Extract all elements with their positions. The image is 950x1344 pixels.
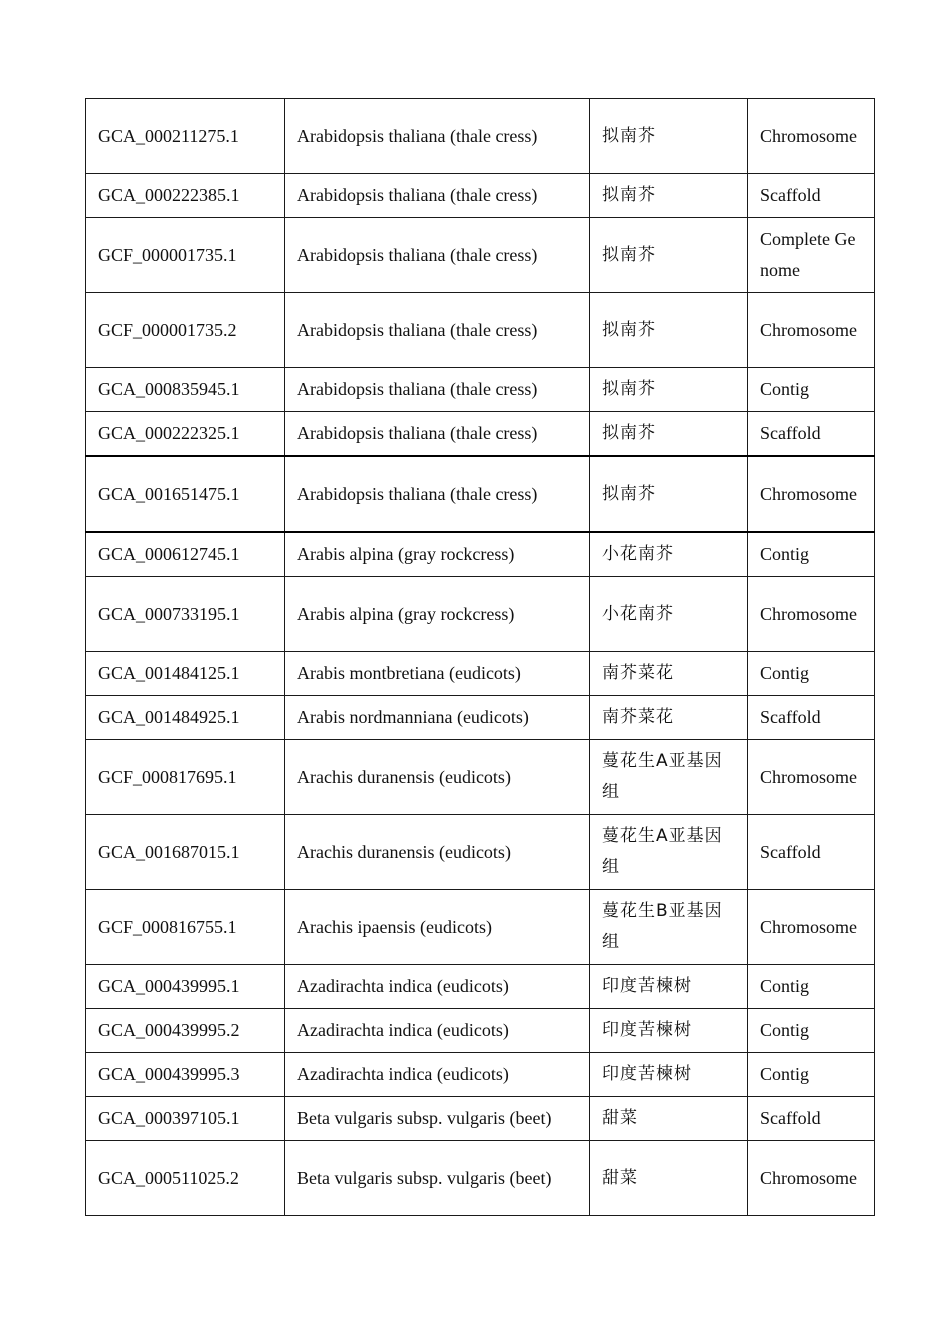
assembly-level-cell: Chromosome [748,293,875,368]
chinese-name-cell: 小花南芥 [590,577,748,652]
table-row [86,577,875,652]
organism-cell: Arabis alpina (gray rockcress) [285,577,590,652]
assembly-level-cell: Chromosome [748,740,875,815]
chinese-name-cell: 小花南芥 [590,532,748,577]
table-row [86,412,875,457]
chinese-name-cell: 拟南芥 [590,174,748,218]
table-row [86,815,875,890]
assembly-level-cell: Scaffold [748,815,875,890]
table-row [86,1053,875,1097]
accession-cell: GCF_000001735.2 [86,293,285,368]
organism-cell: Azadirachta indica (eudicots) [285,1053,590,1097]
accession-cell: GCA_000222325.1 [86,412,285,457]
assembly-level-cell: Complete Genome [748,218,875,293]
organism-cell: Beta vulgaris subsp. vulgaris (beet) [285,1097,590,1141]
assembly-level-cell: Contig [748,532,875,577]
chinese-name-cell: 印度苦楝树 [590,1053,748,1097]
table-row [86,368,875,412]
chinese-name-cell: 印度苦楝树 [590,1009,748,1053]
chinese-name-cell: 拟南芥 [590,368,748,412]
genome-assembly-table [85,98,875,1216]
assembly-level-cell: Contig [748,965,875,1009]
table-row [86,174,875,218]
table-row [86,99,875,174]
accession-cell: GCA_000612745.1 [86,532,285,577]
assembly-level-cell: Chromosome [748,1141,875,1216]
chinese-name-cell: 甜菜 [590,1097,748,1141]
chinese-name-cell: 甜菜 [590,1141,748,1216]
organism-cell: Arachis ipaensis (eudicots) [285,890,590,965]
assembly-level-cell: Contig [748,1009,875,1053]
chinese-name-cell: 拟南芥 [590,456,748,532]
organism-cell: Arabis montbretiana (eudicots) [285,652,590,696]
assembly-level-cell: Contig [748,1053,875,1097]
table-row [86,890,875,965]
organism-cell: Beta vulgaris subsp. vulgaris (beet) [285,1141,590,1216]
accession-cell: GCA_000439995.3 [86,1053,285,1097]
assembly-level-cell: Scaffold [748,1097,875,1141]
table-row [86,456,875,532]
chinese-name-cell: 南芥菜花 [590,696,748,740]
chinese-name-cell: 蔓花生A亚基因组 [590,740,748,815]
table-row [86,532,875,577]
organism-cell: Arabidopsis thaliana (thale cress) [285,99,590,174]
accession-cell: GCF_000816755.1 [86,890,285,965]
organism-cell: Arabidopsis thaliana (thale cress) [285,174,590,218]
organism-cell: Arabidopsis thaliana (thale cress) [285,293,590,368]
table-row [86,1141,875,1216]
accession-cell: GCA_001687015.1 [86,815,285,890]
table-row [86,293,875,368]
chinese-name-cell: 印度苦楝树 [590,965,748,1009]
chinese-name-cell: 南芥菜花 [590,652,748,696]
organism-cell: Arabis alpina (gray rockcress) [285,532,590,577]
organism-cell: Arabidopsis thaliana (thale cress) [285,218,590,293]
accession-cell: GCA_000439995.2 [86,1009,285,1053]
table-row [86,1009,875,1053]
table-body [86,99,875,1216]
accession-cell: GCA_000733195.1 [86,577,285,652]
organism-cell: Azadirachta indica (eudicots) [285,1009,590,1053]
organism-cell: Arachis duranensis (eudicots) [285,815,590,890]
table-row [86,740,875,815]
accession-cell: GCA_000222385.1 [86,174,285,218]
assembly-level-cell: Chromosome [748,577,875,652]
table-row [86,696,875,740]
table-row [86,1097,875,1141]
assembly-level-cell: Scaffold [748,696,875,740]
chinese-name-cell: 拟南芥 [590,412,748,457]
accession-cell: GCA_000835945.1 [86,368,285,412]
organism-cell: Arabis nordmanniana (eudicots) [285,696,590,740]
accession-cell: GCF_000001735.1 [86,218,285,293]
assembly-level-cell: Chromosome [748,99,875,174]
accession-cell: GCA_001484925.1 [86,696,285,740]
chinese-name-cell: 蔓花生B亚基因组 [590,890,748,965]
chinese-name-cell: 拟南芥 [590,293,748,368]
assembly-level-cell: Contig [748,368,875,412]
accession-cell: GCA_000439995.1 [86,965,285,1009]
organism-cell: Arachis duranensis (eudicots) [285,740,590,815]
table-row [86,652,875,696]
organism-cell: Arabidopsis thaliana (thale cress) [285,456,590,532]
chinese-name-cell: 蔓花生A亚基因组 [590,815,748,890]
accession-cell: GCA_001484125.1 [86,652,285,696]
assembly-level-cell: Chromosome [748,456,875,532]
accession-cell: GCA_000511025.2 [86,1141,285,1216]
organism-cell: Arabidopsis thaliana (thale cress) [285,412,590,457]
accession-cell: GCA_000397105.1 [86,1097,285,1141]
assembly-level-cell: Scaffold [748,174,875,218]
chinese-name-cell: 拟南芥 [590,218,748,293]
accession-cell: GCF_000817695.1 [86,740,285,815]
assembly-level-cell: Chromosome [748,890,875,965]
accession-cell: GCA_000211275.1 [86,99,285,174]
assembly-level-cell: Scaffold [748,412,875,457]
assembly-level-cell: Contig [748,652,875,696]
table-row [86,218,875,293]
chinese-name-cell: 拟南芥 [590,99,748,174]
organism-cell: Azadirachta indica (eudicots) [285,965,590,1009]
accession-cell: GCA_001651475.1 [86,456,285,532]
organism-cell: Arabidopsis thaliana (thale cress) [285,368,590,412]
table-row [86,965,875,1009]
